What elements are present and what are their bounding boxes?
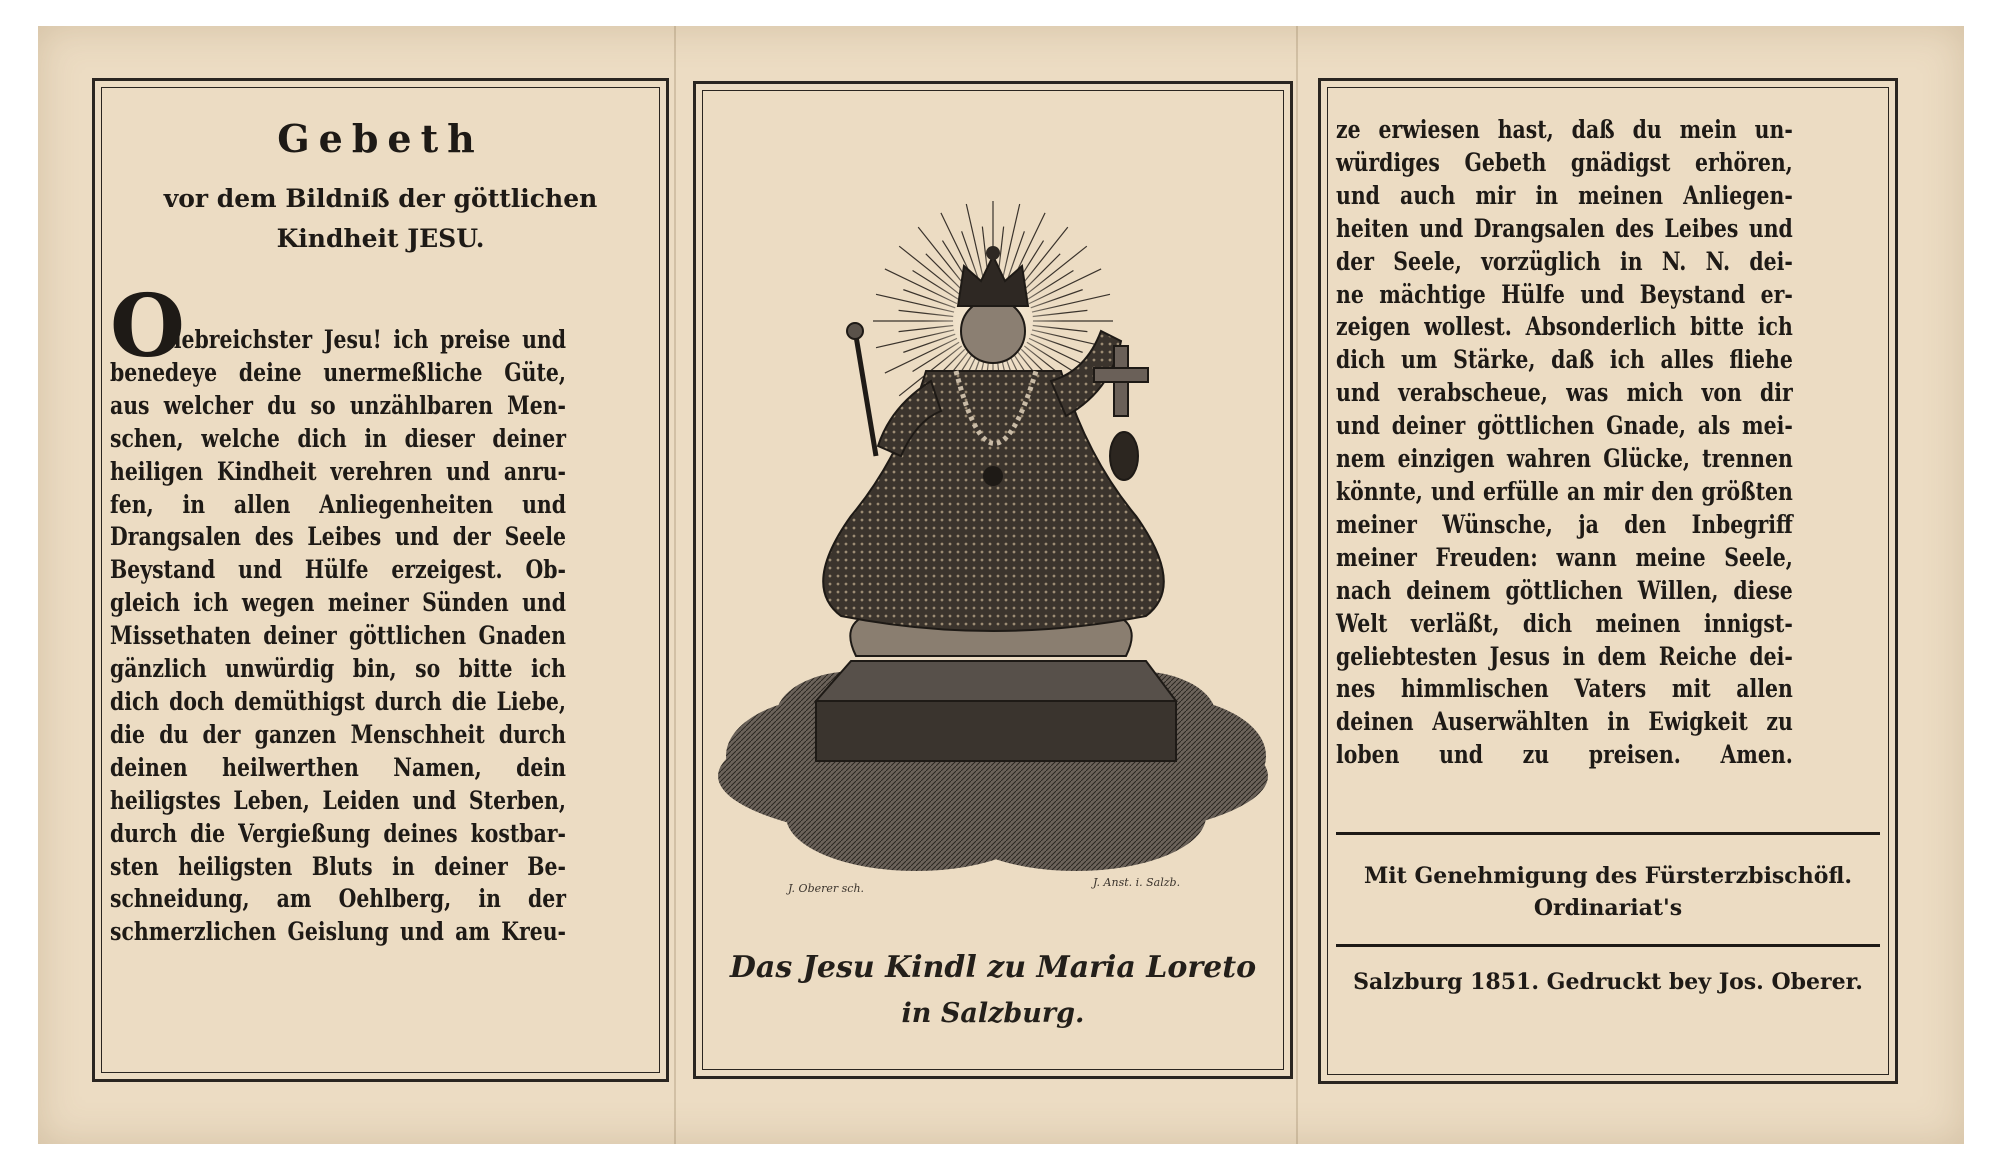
text-line: zeigen wollest. Absonderlich bitte ich — [1336, 312, 1793, 343]
text-line: aus welcher du so unzählbaren Men- — [110, 390, 566, 421]
imprint-text: Salzburg 1851. Gedruckt bey Jos. Oberer. — [1353, 969, 1863, 995]
text-line: Beystand und Hülfe erzeigest. Ob- — [110, 555, 566, 586]
text-line: nes himmlischen Vaters mit allen — [1336, 674, 1793, 705]
left-prayer-text — [110, 324, 566, 949]
approval-line-1: Mit Genehmigung des Fürsterzbischöfl. — [1363, 863, 1853, 889]
text-line: deinen heilwerthen Namen, dein — [110, 752, 566, 783]
caption-location: in Salzburg. — [901, 998, 1085, 1029]
text-line: nach deinem göttlichen Willen, diese — [1336, 575, 1793, 606]
left-panel-body — [110, 324, 566, 949]
text-line: dich doch demüthigst durch die Liebe, — [110, 686, 566, 717]
text-line: benedeye deine unermeßliche Güte, — [110, 357, 566, 388]
text-line: der Seele, vorzüglich in N. N. dei- — [1336, 246, 1793, 277]
jesus-child-statue-engraving — [706, 156, 1280, 896]
robe — [823, 371, 1164, 631]
text-line: Drangsalen des Leibes und der Seele — [110, 522, 566, 553]
text-line: ne mächtige Hülfe und Beystand er- — [1336, 279, 1793, 310]
approval-top-rule — [1336, 832, 1880, 835]
approval-line-2: Ordinariat's — [1533, 895, 1683, 921]
text-line: dich um Stärke, daß ich alles fliehe — [1336, 345, 1793, 376]
text-line: schneidung, am Oehlberg, in der — [110, 884, 566, 915]
prayer-subtitle-line-1: vor dem Bildniß der göttlichen — [163, 184, 598, 213]
text-line: deinen Auserwählten in Ewigkeit zu — [1336, 707, 1793, 738]
text-line: schmerzlichen Geislung und am Kreu- — [110, 917, 566, 948]
prayer-title: Gebeth — [277, 116, 484, 161]
caption-title: Das Jesu Kindl zu Maria Loreto — [729, 950, 1257, 985]
text-line: heiten und Drangsalen des Leibes und — [1336, 213, 1793, 244]
engraver-credit-right: J. Anst. i. Salzb. — [1093, 876, 1181, 889]
text-line: fen, in allen Anliegenheiten und — [110, 489, 566, 520]
text-line: geliebtesten Jesus in dem Reiche dei- — [1336, 641, 1793, 672]
scepter — [856, 336, 876, 456]
text-line: liebreichster Jesu! ich preise und — [166, 325, 566, 355]
child-face — [961, 299, 1025, 363]
prayer-subtitle-line-2: Kindheit JESU. — [276, 224, 485, 253]
text-line: meiner Wünsche, ja den Inbegriff — [1336, 509, 1793, 540]
approval-block — [1318, 860, 1898, 940]
fold-line-left — [674, 26, 676, 1144]
imprint-top-rule — [1336, 944, 1880, 947]
text-line: und deiner göttlichen Gnade, als mei- — [1336, 411, 1793, 442]
text-line: gänzlich unwürdig bin, so bitte ich — [110, 654, 566, 685]
text-line: durch die Vergießung deines kostbar- — [110, 818, 566, 849]
text-line: gleich ich wegen meiner Sünden und — [110, 588, 566, 619]
imprint-block — [1318, 966, 1898, 1006]
text-line: nem einzigen wahren Glücke, trennen — [1336, 444, 1793, 475]
text-line: ze erwiesen hast, daß du mein un- — [1336, 115, 1793, 145]
center-caption — [693, 926, 1293, 1066]
right-panel-body — [1336, 114, 1793, 772]
text-line: heiligstes Leben, Leiden und Sterben, — [110, 785, 566, 816]
fold-line-right — [1296, 26, 1298, 1144]
text-line: heiligen Kindheit verehren und anru- — [110, 456, 566, 487]
text-line: meiner Freuden: wann meine Seele, — [1336, 542, 1793, 573]
left-panel-heading — [110, 116, 651, 259]
right-prayer-text — [1336, 114, 1793, 772]
text-line: schen, welche dich in dieser deiner — [110, 423, 566, 454]
text-line: und auch mir in meinen Anliegen- — [1336, 180, 1793, 211]
text-line: und verabscheue, was mich von dir — [1336, 378, 1793, 409]
text-line: sten heiligsten Bluts in deiner Be- — [110, 851, 566, 882]
text-line: könnte, und erfülle an mir den größten — [1336, 476, 1793, 507]
text-line: Welt verläßt, dich meinen innigst- — [1336, 608, 1793, 639]
text-line: die du der ganzen Menschheit durch — [110, 719, 566, 750]
drop-cap-initial: O — [110, 276, 185, 377]
text-line: würdiges Gebeth gnädigst erhören, — [1336, 147, 1793, 178]
engraver-credit-left: J. Oberer sch. — [788, 882, 865, 895]
text-line: Missethaten deiner göttlichen Gnaden — [110, 621, 566, 652]
prayer-card-sheet — [38, 26, 1964, 1144]
text-line: loben und zu preisen. Amen. — [1336, 740, 1793, 771]
